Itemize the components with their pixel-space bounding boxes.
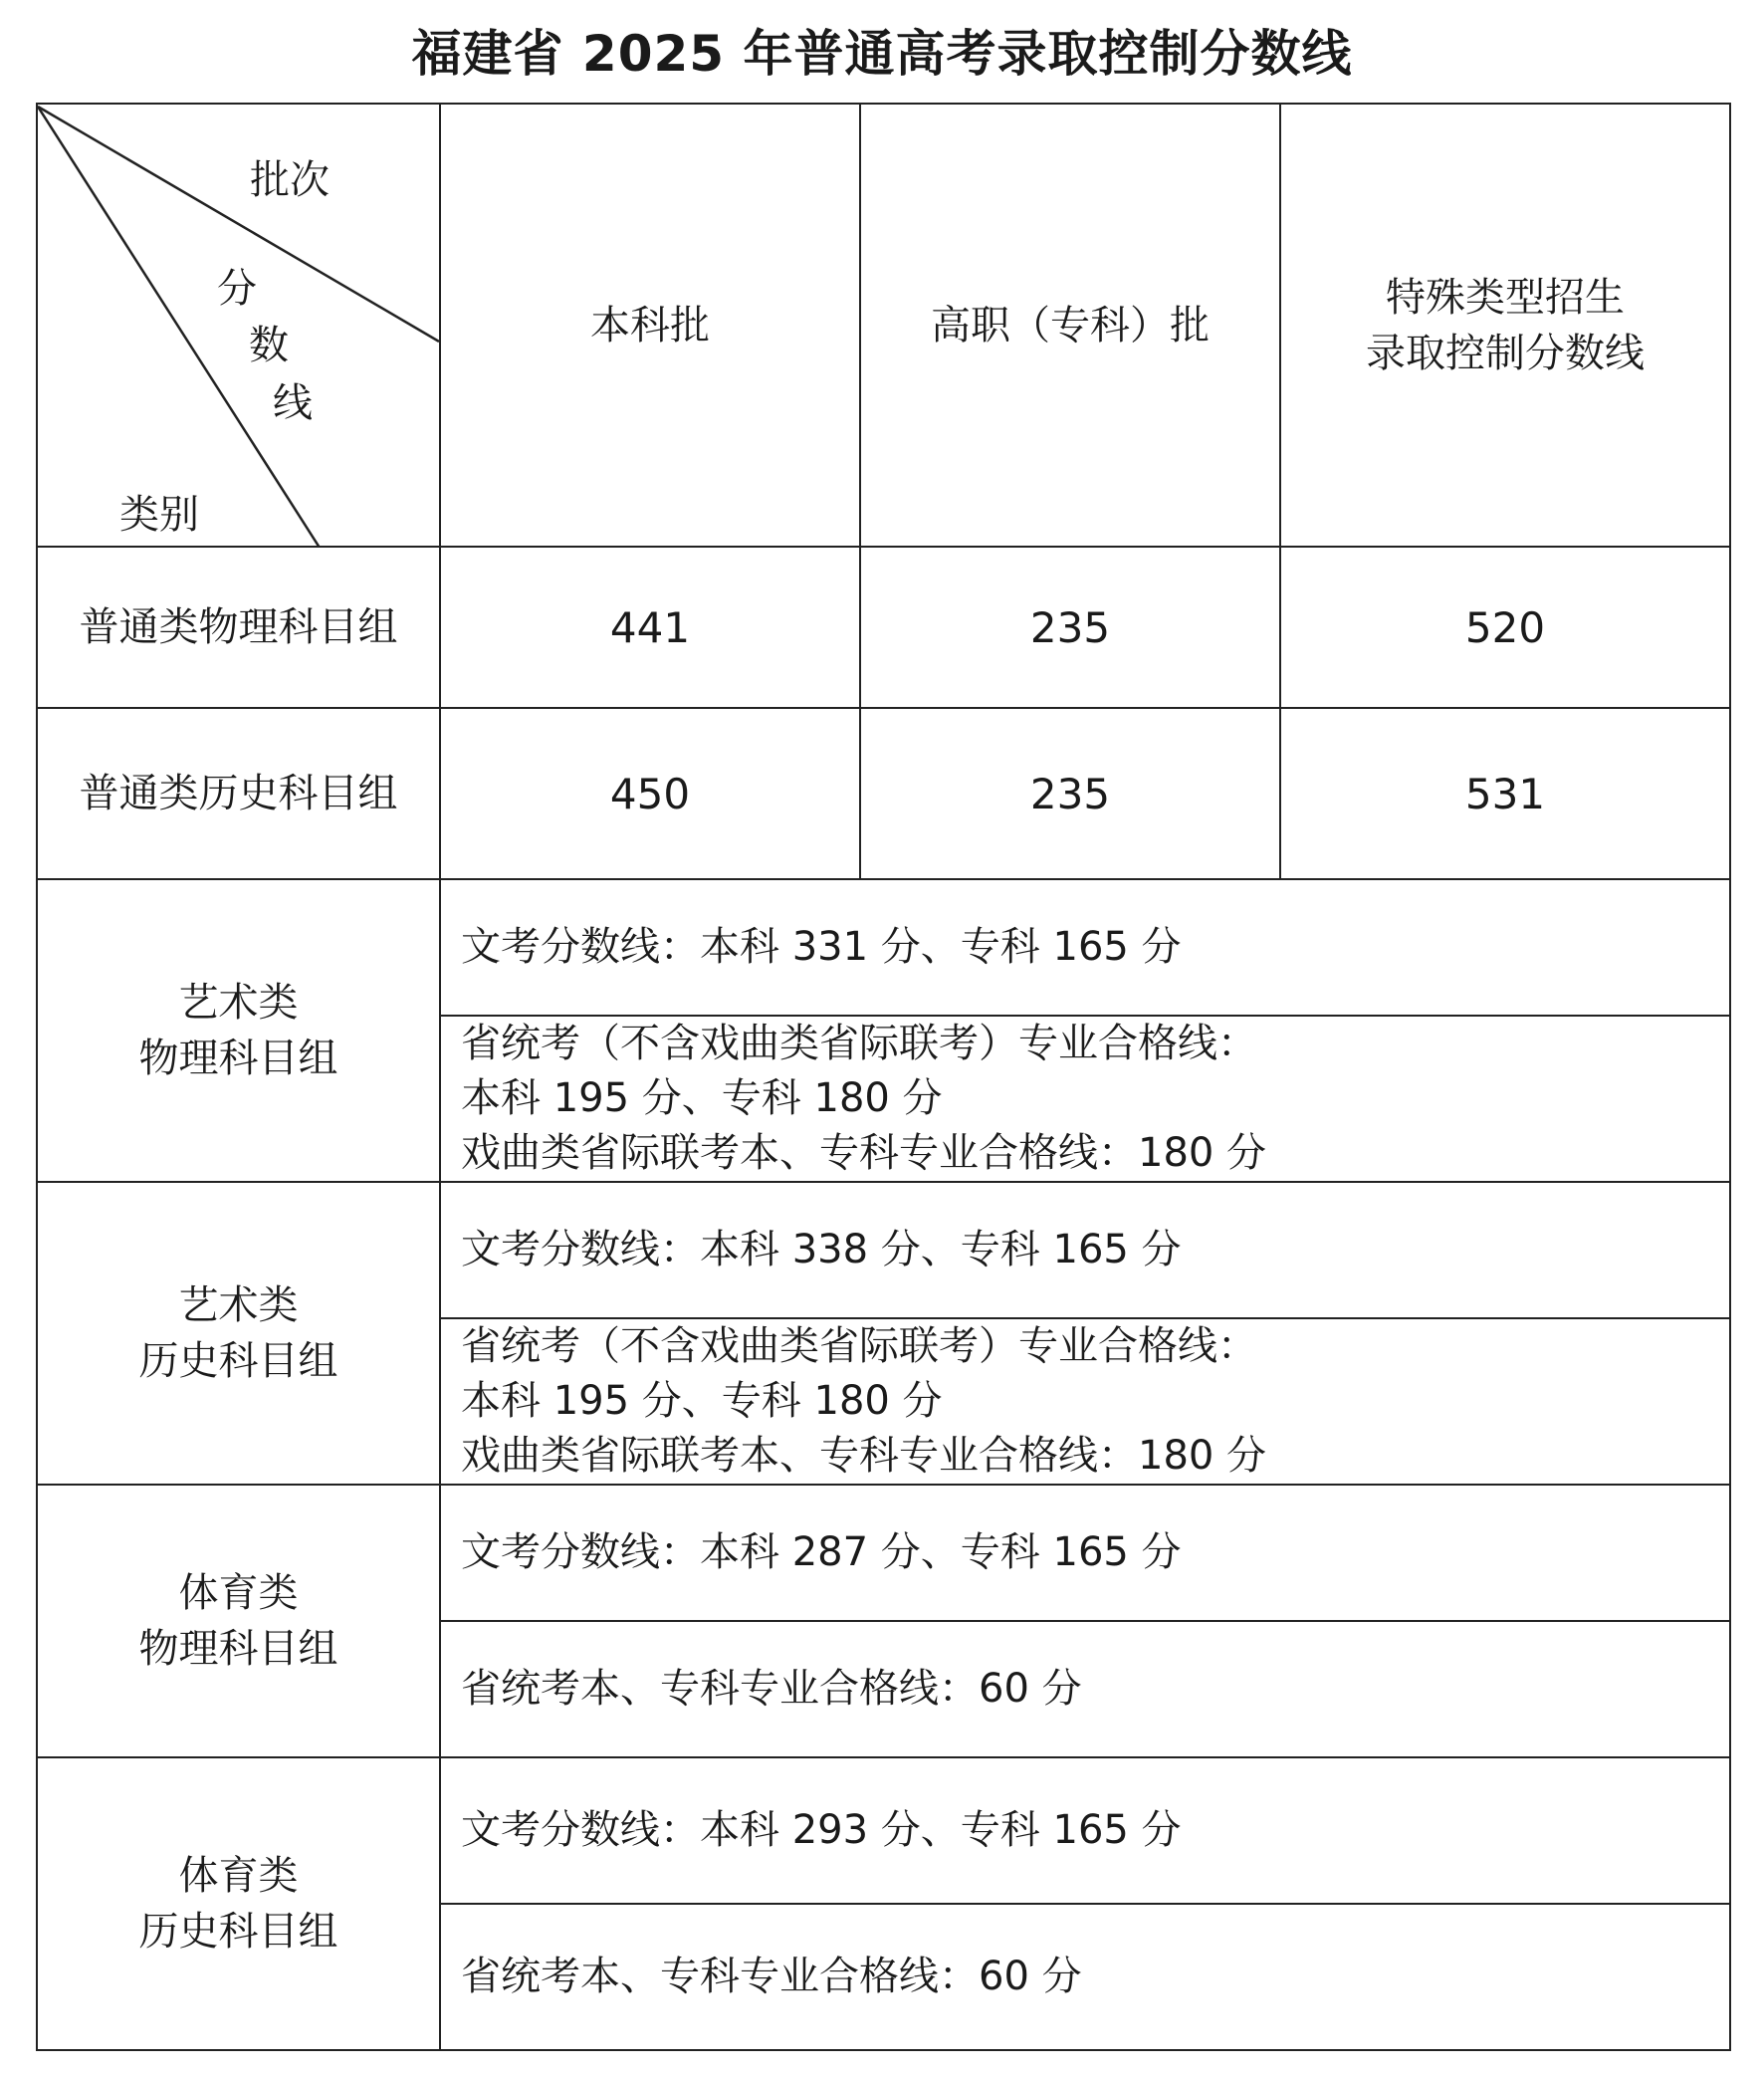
header-special-line1: 特殊类型招生 [1386,274,1625,321]
detail-pro-line: 省统考本、专科专业合格线：60 分 [440,1904,1730,2050]
category-cell: 普通类物理科目组 [37,547,440,708]
header-special [1280,104,1730,547]
category-line2: 物理科目组 [138,1036,338,1081]
diag-label-score-1: 分 [217,266,257,312]
diag-label-batch: 批次 [250,157,330,203]
diagonal-header-cell [37,104,440,547]
table-row [37,1485,1730,1621]
diag-label-score-3: 线 [273,380,313,426]
detail-pro-line [440,1318,1730,1485]
detail-exam-line: 文考分数线：本科 287 分、专科 165 分 [440,1485,1730,1621]
detail-pro-line: 省统考本、专科专业合格线：60 分 [440,1621,1730,1757]
diag-label-category: 类别 [119,492,199,538]
table-row [37,547,1730,708]
header-special-line2: 录取控制分数线 [1366,330,1645,376]
category-line1: 体育类 [178,1570,299,1616]
detail-exam-line: 文考分数线：本科 331 分、专科 165 分 [440,879,1730,1016]
category-cell [37,879,440,1182]
detail-line: 省统考（不含戏曲类省际联考）专业合格线： [461,1021,1257,1066]
header-row [37,104,1730,547]
detail-line: 本科 195 分、专科 180 分 [461,1075,943,1121]
header-gaozhi: 高职（专科）批 [860,104,1280,547]
header-benke: 本科批 [440,104,860,547]
diagonal-lines [38,105,441,548]
score-benke: 441 [440,547,860,708]
table-row [37,1757,1730,1904]
table-row [37,708,1730,879]
category-line2: 历史科目组 [138,1338,338,1384]
diag-label-score-2: 数 [249,323,289,368]
table-row [37,1182,1730,1318]
detail-line: 戏曲类省际联考本、专科专业合格线：180 分 [461,1433,1267,1479]
category-cell: 普通类历史科目组 [37,708,440,879]
detail-pro-line [440,1016,1730,1182]
category-line1: 体育类 [178,1853,299,1899]
category-line2: 历史科目组 [138,1909,338,1955]
document-title: 福建省 2025 年普通高考录取控制分数线 [411,25,1353,83]
category-cell [37,1757,440,2050]
table-row [37,879,1730,1016]
detail-line: 省统考（不含戏曲类省际联考）专业合格线： [461,1323,1257,1369]
detail-line: 本科 195 分、专科 180 分 [461,1378,943,1424]
category-line2: 物理科目组 [138,1626,338,1672]
score-gaozhi: 235 [860,708,1280,879]
detail-line: 戏曲类省际联考本、专科专业合格线：180 分 [461,1130,1267,1176]
score-benke: 450 [440,708,860,879]
score-special: 520 [1280,547,1730,708]
category-line1: 艺术类 [178,1282,299,1328]
category-cell [37,1182,440,1485]
category-line1: 艺术类 [178,980,299,1026]
score-special: 531 [1280,708,1730,879]
score-gaozhi: 235 [860,547,1280,708]
detail-exam-line: 文考分数线：本科 338 分、专科 165 分 [440,1182,1730,1318]
detail-exam-line: 文考分数线：本科 293 分、专科 165 分 [440,1757,1730,1904]
category-cell [37,1485,440,1757]
score-table [36,103,1731,2051]
